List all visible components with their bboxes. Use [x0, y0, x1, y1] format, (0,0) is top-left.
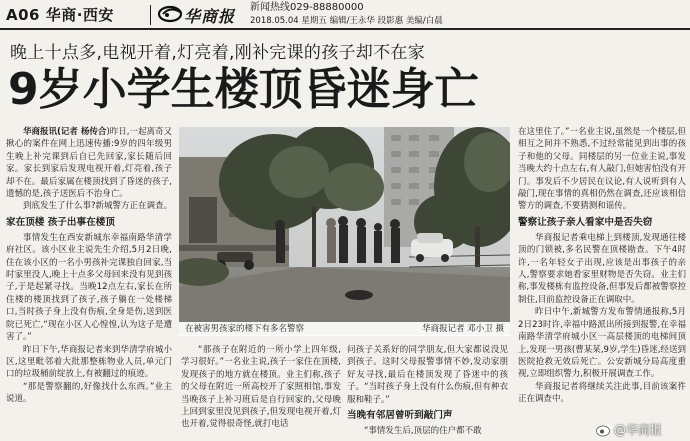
subhead: 晚上十点多,电视开着,灯亮着,刚补完课的孩子却不在家: [10, 43, 426, 63]
headline: 9岁小学生楼顶昏迷身亡: [8, 64, 479, 115]
lead-paragraph: [6, 126, 172, 200]
photo-scene: [179, 127, 510, 335]
paragraph: 昨日中午,新城警方发布警情通报称,5月2日23时许,幸福中路派出所接到报警,在幸福南路华清学府城小区一高层楼顶的电梯间顶上,发现一男孩(曹某某,9岁,学生)昏迷,经送到医院抢救无效后死亡。公安新城分局高度重视,立即组织警力,积极开展调查工作。: [518, 307, 686, 380]
lead-prefix: 华商报讯(: [23, 127, 61, 137]
logo-swirl-icon: [158, 4, 184, 24]
paragraph: 事情发生在西安新城东幸福南路华清学府社区。该小区业主说先生介绍,5月2日晚,住在该小区的一名小男孩补完课独自回家,当时家里没人,晚上十点多父母回来没有见到孩子,于是起紧寻找。当晚12点左右,家长在所住楼的楼顶找到了孩子,孩子躺在一处楼梯口,当时孩子身上没有伤痕,全身是伤,送到医院已死亡,“现在小区人心惶惶,认为这子是遭害了。”: [6, 232, 172, 343]
paragraph: “事情发生后,顶层的住户都不敢: [364, 426, 482, 437]
section-heading: 警察让孩子亲人看家中是否失窃: [518, 216, 653, 228]
masthead: [0, 0, 690, 30]
issue-info: 2018.05.04 星期五 编辑/王永华 段影惠 美编/白晨: [250, 16, 443, 26]
paragraph: 到底发生了什么事?新城警方正在调查。: [23, 201, 172, 212]
section-label: A06 华商·西安: [6, 6, 114, 24]
article-column-1: [6, 126, 172, 441]
article-column-2: [181, 344, 341, 441]
newspaper-logo: [158, 2, 238, 28]
paragraph: “那孩子在附近的一所小学上四年级,学习很好。”一名业主说,孩子一家住在顶楼,发现孩子的地方就在楼顶。业主们称,孩子的父母在附近一所高校开了家照相馆,事发当晚孩子上补习班后是自行回家的,父母晚上回到家里没见到孩子,但发现电视开着,灯也开着,觉得很奇怪,就打电话: [181, 345, 341, 430]
watermark-text: @华商报: [614, 423, 663, 437]
paragraph: 华商报记者乘电梯上到楼顶,发现通往楼顶的门锁被,多名民警在顶楼勘查。下午4时许,一名年轻女子出现,应该是出事孩子的亲人,警察要求她看家里财物是否失窃。业主们称,事发楼栋有监控设备,但事发后都被警察控制住,目前监控设备正在调取中。: [518, 232, 686, 305]
paragraph: 昨日下午,华商报记者来到华清学府城小区,这里毗邻着大批那整栋物业人员,单元门口的垃圾桶前绽放上,有被翻过的痕迹。: [6, 344, 172, 380]
paragraph: 华商报记者将继续关注此事,目前该案件正在调查中。: [518, 381, 686, 405]
news-photo: [179, 127, 510, 335]
weibo-watermark: [596, 421, 686, 438]
article-column-4: [518, 126, 686, 441]
masthead-divider: [150, 5, 151, 25]
article-column-3: [347, 344, 508, 441]
logo-text: 华商报: [184, 7, 236, 26]
section-heading: 家在顶楼 孩子出事在楼顶: [6, 216, 115, 228]
lead-text: )昨日,一起离奇又揪心的案件在网上迅速传播:9岁的四年级男生晚上补完课到后自已先回家,家长随后回家。家长到家后发现电视开着,灯亮着,孩子却不在。最后家属在楼顶找到了昏迷的孩子,遗憾的是,孩子送医后不治身亡。: [6, 127, 172, 200]
reporter-name: 记者 杨传合: [60, 127, 107, 137]
photo-caption: 在被害男孩家的楼下有多名警察: [185, 324, 305, 334]
paragraph: 在这里住了。”一名业主说,虽然是一个楼层,但相互之间并不熟悉,不过经常能见到出事的孩子和他的父母。同楼层的另一位业主说,事发当晚大约十点左右,有人敲门,但她害怕没有开门。事发后不少居民在议论,有人说听到有人敲门,现在事情的真相仍然在调查,还应该相信警方的调查,不要猜测和谣传。: [518, 127, 686, 212]
paragraph: 问孩子关系好的同学朋友,但大家都说没见到孩子。这时父母报警事情不妙,发动家朋好友寻找,最后在楼顶发现了昏迷中的孩子。“当时孩子身上没有什么伤痕,但有种衣服和鞋子。”: [347, 345, 508, 405]
photo-credit: 华商报记者 邓小卫 摄: [422, 324, 504, 334]
paragraph: “那是警察翻的,好像找什么东西。”业主说道。: [6, 381, 172, 405]
news-hotline: 新闻热线029-88880000: [250, 2, 364, 13]
section-heading: 当晚有邻居曾听到敲门声: [347, 410, 453, 422]
weibo-logo-icon: [596, 423, 612, 437]
photo-caption-bar: [179, 322, 510, 336]
